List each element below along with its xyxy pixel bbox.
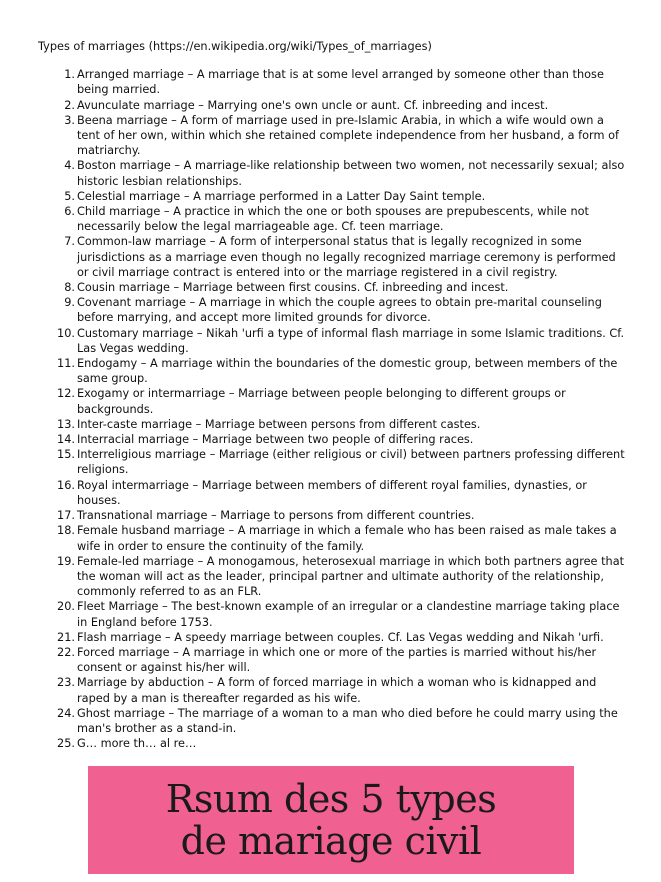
list-item-text: Cousin marriage – Marriage between first cousins. Cf. inbreeding and incest. [77, 281, 509, 295]
list-item-text: G… more th… al re… [77, 737, 197, 751]
list-item-number: 4. [64, 159, 75, 173]
list-item [38, 736, 628, 751]
list-item [38, 554, 628, 600]
document-title: Types of marriages (https://en.wikipedia.org/wiki/Types_of_marriages) [38, 40, 432, 53]
list-item-text: Royal intermarriage – Marriage between members of different royal families, dynasties, or houses. [77, 478, 587, 507]
list-item-text: Fleet Marriage – The best-known example of an irregular or a clandestine marriage taking place in England before 1753. [77, 600, 620, 629]
list-item [38, 98, 628, 113]
list-item [38, 295, 628, 325]
title-banner [88, 766, 574, 874]
list-item-number: 14. [57, 433, 75, 447]
list-item [38, 447, 628, 477]
document [38, 39, 628, 751]
list-item-number: 6. [64, 205, 75, 219]
list-item [38, 599, 628, 629]
list-item [38, 158, 628, 188]
list-item [38, 508, 628, 523]
list-item-number: 15. [57, 448, 75, 462]
list-item-number: 20. [57, 600, 75, 614]
list-item [38, 356, 628, 386]
list-item-number: 11. [57, 357, 75, 371]
list-item-text: Common-law marriage – A form of interpersonal status that is legally recognized in some jurisdictions as a marriage even though no legally recognized marriage ceremony is performed or civil marriage contract is entered into or the marriage registered in a civil registry. [77, 235, 616, 279]
list-item-text: Female husband marriage – A marriage in which a female who has been raised as male takes a wife in order to ensure the continuity of the family. [77, 524, 617, 553]
list-item-text: Covenant marriage – A marriage in which the couple agrees to obtain pre-marital counseling before marrying, and accept more limited grounds for divorce. [77, 296, 602, 325]
list-item-number: 5. [64, 189, 75, 203]
list-item [38, 189, 628, 204]
list-item-number: 18. [57, 524, 75, 538]
list-item-number: 7. [64, 235, 75, 249]
list-item-text: Transnational marriage – Marriage to persons from different countries. [77, 509, 475, 523]
list-item-number: 16. [57, 478, 75, 492]
marriage-types-list [38, 67, 628, 751]
list-item-number: 19. [57, 554, 75, 568]
list-item-number: 23. [57, 676, 75, 690]
list-item [38, 630, 628, 645]
list-item-text: Forced marriage – A marriage in which one or more of the parties is married without his/her consent or against his/her will. [77, 645, 597, 675]
list-item-text: Beena marriage – A form of marriage used in pre-Islamic Arabia, in which a wife would own a tent of her own, within which she retained complete independence from her husband, a form of matriarchy. [77, 113, 619, 158]
list-item-text: Marriage by abduction – A form of forced marriage in which a woman who is kidnapped and raped by a man is thereafter regarded as his wife. [77, 676, 597, 705]
list-item-number: 21. [57, 630, 75, 644]
banner-title: Rsum des 5 types de mariage civil [165, 777, 497, 863]
list-item-text: Flash marriage – A speedy marriage between couples. Cf. Las Vegas wedding and Nikah 'urfi. [77, 630, 604, 644]
list-item-number: 9. [64, 296, 75, 310]
list-item [38, 645, 628, 675]
list-item-text: Female-led marriage – A monogamous, heterosexual marriage in which both partners agree that the woman will act as the leader, principal partner and ultimate authority of the relationship, commonly referred to as an FLR. [77, 554, 625, 599]
list-item-number: 17. [57, 509, 75, 523]
list-item-number: 13. [57, 417, 75, 431]
list-item-text: Inter-caste marriage – Marriage between persons from different castes. [77, 417, 481, 431]
list-item [38, 706, 628, 736]
list-item-text: Customary marriage – Nikah 'urfi a type of informal flash marriage in some Islamic traditions. Cf. Las Vegas wedding. [77, 326, 625, 355]
list-item-number: 1. [64, 68, 75, 82]
list-item-number: 22. [57, 645, 75, 659]
list-item-number: 8. [64, 281, 75, 295]
list-item [38, 523, 628, 553]
list-item-text: Child marriage – A practice in which the one or both spouses are prepubescents, while not necessarily below the legal marriageable age. Cf. teen marriage. [77, 205, 589, 234]
list-item-text: Endogamy – A marriage within the boundaries of the domestic group, between members of the same group. [77, 357, 618, 386]
list-item-text: Exogamy or intermarriage – Marriage between people belonging to different groups or backgrounds. [77, 387, 566, 416]
list-item [38, 280, 628, 295]
list-item [38, 204, 628, 234]
list-item [38, 432, 628, 447]
list-item-number: 2. [64, 98, 75, 112]
list-item-text: Interracial marriage – Marriage between two people of differing races. [77, 433, 474, 447]
list-item-number: 24. [57, 706, 75, 720]
list-item-text: Interreligious marriage – Marriage (either religious or civil) between partners professing different religions. [77, 448, 625, 477]
list-item [38, 113, 628, 159]
list-item [38, 386, 628, 416]
list-item-number: 12. [57, 387, 75, 401]
list-item [38, 675, 628, 705]
list-item [38, 234, 628, 280]
list-item [38, 417, 628, 432]
list-item-number: 3. [64, 113, 75, 127]
list-item-number: 10. [57, 326, 75, 340]
list-item-text: Boston marriage – A marriage-like relationship between two women, not necessarily sexual; also historic lesbian relationships. [77, 159, 625, 188]
list-item [38, 67, 628, 97]
list-item [38, 478, 628, 508]
list-item-text: Avunculate marriage – Marrying one's own uncle or aunt. Cf. inbreeding and incest. [77, 98, 549, 112]
list-item-text: Ghost marriage – The marriage of a woman to a man who died before he could marry using the man's brother as a stand-in. [77, 706, 618, 735]
list-item-number: 25. [57, 737, 75, 751]
list-item [38, 326, 628, 356]
list-item-text: Celestial marriage – A marriage performed in a Latter Day Saint temple. [77, 189, 486, 203]
list-item-text: Arranged marriage – A marriage that is at some level arranged by someone other than those being married. [77, 68, 604, 97]
